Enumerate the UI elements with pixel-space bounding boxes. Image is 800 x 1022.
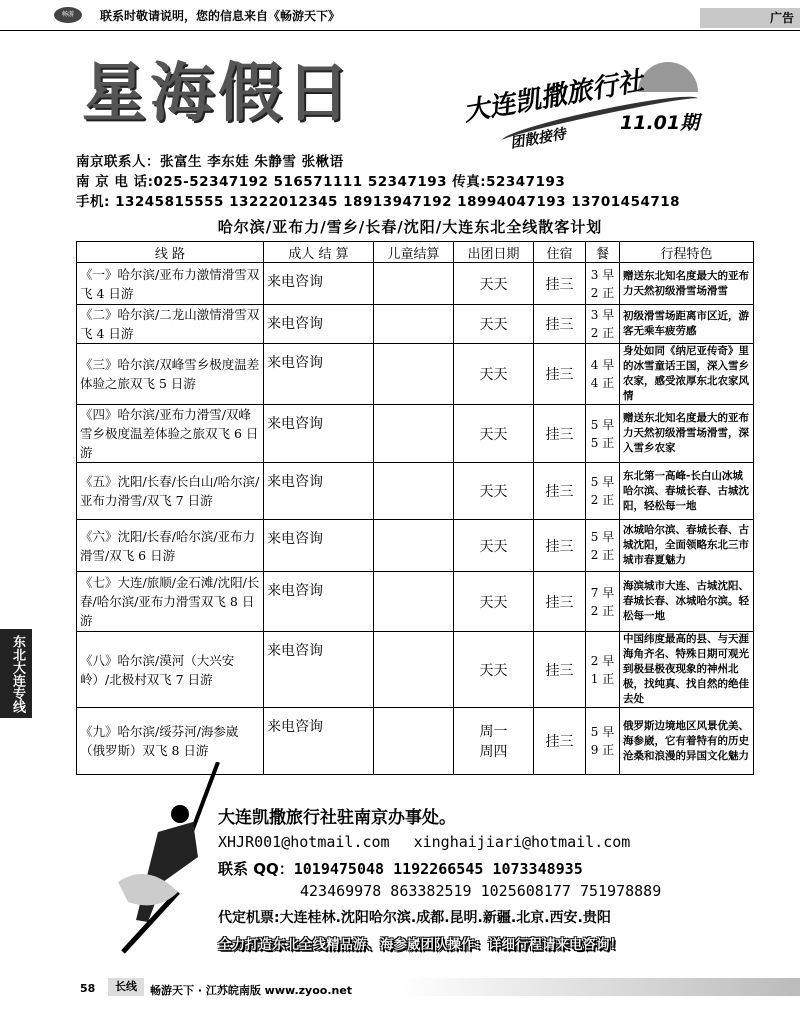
- hotel-cell: 挂三: [534, 708, 586, 775]
- adult-price-cell: 来电咨询: [264, 520, 374, 572]
- page-number: 58: [80, 982, 96, 995]
- adult-price-cell: 来电咨询: [264, 263, 374, 305]
- email-1[interactable]: XHJR001@hotmail.com: [218, 833, 390, 851]
- route-name-cell: 《四》哈尔滨/亚布力滑雪/双峰雪乡极度温差体验之旅双飞 6 日游: [77, 405, 264, 463]
- email-2[interactable]: xinghaijiari@hotmail.com: [413, 833, 631, 851]
- adult-price-cell: 来电咨询: [264, 463, 374, 520]
- departure-date-cell: 天天: [454, 572, 534, 632]
- skier-illustration: [118, 762, 228, 957]
- ad-tag: 广告: [700, 8, 800, 28]
- qq-line-2: 423469978 863382519 1025608177 751978889: [300, 882, 662, 900]
- route-name-cell: 《三》哈尔滨/双峰雪乡极度温差体验之旅双飞 5 日游: [77, 344, 264, 405]
- child-price-cell: [374, 572, 454, 632]
- contact-people: 南京联系人：张富生 李东娃 朱静雪 张楸语: [76, 154, 344, 170]
- child-price-cell: [374, 632, 454, 708]
- ticket-info: 代定机票:大连桂林.沈阳哈尔滨.成都.昆明.新疆.北京.西安.贵阳: [218, 910, 611, 926]
- route-name-cell: 《二》哈尔滨/二龙山激情滑雪双飞 4 日游: [77, 305, 264, 344]
- magazine-name: 畅游天下 · 江苏皖南版 www.zyoo.net: [150, 984, 353, 997]
- child-price-cell: [374, 708, 454, 775]
- hotel-cell: 挂三: [534, 463, 586, 520]
- hotel-cell: 挂三: [534, 305, 586, 344]
- route-name-cell: 《五》沈阳/长春/长白山/哈尔滨/亚布力滑雪/双飞 7 日游: [77, 463, 264, 520]
- departure-date-cell: 天天: [454, 405, 534, 463]
- meal-cell: 4 早 4 正: [586, 344, 620, 405]
- qq-label: [218, 858, 583, 879]
- meal-cell: 3 早 2 正: [586, 263, 620, 305]
- feature-cell: 初级滑雪场距离市区近，游客无乘车疲劳感: [620, 305, 754, 344]
- table-row: [77, 263, 754, 305]
- route-name-cell: 《九》哈尔滨/绥芬河/海参崴（俄罗斯）双飞 8 日游: [77, 708, 264, 775]
- child-price-cell: [374, 520, 454, 572]
- skier-head: [171, 805, 189, 823]
- hotel-cell: 挂三: [534, 572, 586, 632]
- adult-price-cell: 来电咨询: [264, 405, 374, 463]
- issue-number: 11.01期: [620, 112, 700, 134]
- table-row: [77, 344, 754, 405]
- brand-logo: 星海假日: [82, 56, 354, 131]
- table-row: [77, 405, 754, 463]
- feature-cell: 东北第一高峰-长白山冰城哈尔滨、春城长春、古城沈阳，轻松每一地: [620, 463, 754, 520]
- feature-cell: 中国纬度最高的县、与天涯海角齐名、特殊日期可观光到极昼极夜现象的神州北极，找纯真、找自然的绝佳去处: [620, 632, 754, 708]
- route-name-cell: 《七》大连/旅顺/金石滩/沈阳/长春/哈尔滨/亚布力滑雪双飞 8 日游: [77, 572, 264, 632]
- hotel-cell: 挂三: [534, 263, 586, 305]
- header-child: 儿童结算: [374, 242, 454, 263]
- route-table: [76, 241, 754, 775]
- hotel-cell: 挂三: [534, 520, 586, 572]
- table-row: [77, 520, 754, 572]
- qq-line-1: 1019475048 1192266545 1073348935: [293, 860, 583, 878]
- meal-cell: 5 早 9 正: [586, 708, 620, 775]
- adult-price-cell: 来电咨询: [264, 572, 374, 632]
- child-price-cell: [374, 405, 454, 463]
- child-price-cell: [374, 305, 454, 344]
- departure-date-cell: 周一 周四: [454, 708, 534, 775]
- route-name-cell: 《一》哈尔滨/亚布力激情滑雪双飞 4 日游: [77, 263, 264, 305]
- hotel-cell: 挂三: [534, 405, 586, 463]
- meal-cell: 2 早 1 正: [586, 632, 620, 708]
- office-title: 大连凯撒旅行社驻南京办事处。: [218, 808, 456, 828]
- adult-price-cell: 来电咨询: [264, 632, 374, 708]
- feature-cell: 海滨城市大连、古城沈阳、春城长春、冰城哈尔滨。轻松每一地: [620, 572, 754, 632]
- header-meal: 餐: [586, 242, 620, 263]
- adult-price-cell: 来电咨询: [264, 708, 374, 775]
- departure-date-cell: 天天: [454, 305, 534, 344]
- agency-slogan: 团散接待: [509, 126, 568, 152]
- footer-gradient: [400, 978, 800, 996]
- departure-date-cell: 天天: [454, 520, 534, 572]
- header-date: 出团日期: [454, 242, 534, 263]
- feature-cell: 身处如同《纳尼亚传奇》里的冰雪童话王国，深入雪乡农家，感受浓厚东北农家风情: [620, 344, 754, 405]
- feature-cell: 冰城哈尔滨、春城长春、古城沈阳，全面领略东北三市城市春夏魅力: [620, 520, 754, 572]
- meal-cell: 7 早 2 正: [586, 572, 620, 632]
- hotel-cell: 挂三: [534, 632, 586, 708]
- hotel-cell: 挂三: [534, 344, 586, 405]
- adult-price-cell: 来电咨询: [264, 344, 374, 405]
- meal-cell: 5 早 5 正: [586, 405, 620, 463]
- feature-cell: 赠送东北知名度最大的亚布力天然初级滑雪场滑雪: [620, 263, 754, 305]
- email-list: [218, 833, 654, 851]
- child-price-cell: [374, 263, 454, 305]
- departure-date-cell: 天天: [454, 632, 534, 708]
- child-price-cell: [374, 344, 454, 405]
- table-row: [77, 572, 754, 632]
- meal-cell: 3 早 2 正: [586, 305, 620, 344]
- contact-mobile: 手机: 13245815555 13222012345 18913947192 18994047193 13701454718: [76, 194, 681, 210]
- table-row: [77, 632, 754, 708]
- header-hotel: 住宿: [534, 242, 586, 263]
- child-price-cell: [374, 463, 454, 520]
- route-plan-title: 哈尔滨/亚布力/雪乡/长春/沈阳/大连东北全线散客计划: [217, 218, 603, 236]
- feature-cell: 俄罗斯边境地区风景优美、海参崴，它有着特有的历史沧桑和浪漫的异国文化魅力: [620, 708, 754, 775]
- departure-date-cell: 天天: [454, 263, 534, 305]
- table-header-row: [77, 242, 754, 263]
- header-line: 线 路: [77, 242, 264, 263]
- section-label: 长线: [108, 978, 144, 996]
- side-tab: 东北大连专线: [0, 629, 32, 718]
- source-notice: 联系时敬请说明，您的信息来自《畅游天下》: [100, 9, 341, 23]
- qq-label-text: 联系 QQ：: [218, 860, 294, 878]
- top-strip: [0, 0, 800, 31]
- tagline: 全力打造东北全线精品游、海参崴团队操作：详细行程请来电咨询！: [218, 937, 623, 953]
- adult-price-cell: 来电咨询: [264, 305, 374, 344]
- header-feature: 行程特色: [620, 242, 754, 263]
- route-name-cell: 《八》哈尔滨/漠河（大兴安岭）/北极村双飞 7 日游: [77, 632, 264, 708]
- meal-cell: 5 早 2 正: [586, 520, 620, 572]
- table-row: [77, 305, 754, 344]
- feature-cell: 赠送东北知名度最大的亚布力天然初级滑雪场滑雪，深入雪乡农家: [620, 405, 754, 463]
- table-row: [77, 463, 754, 520]
- departure-date-cell: 天天: [454, 463, 534, 520]
- contact-phone: 南 京 电 话:025-52347192 516571111 52347193 传真:52347193: [76, 174, 566, 190]
- meal-cell: 5 早 2 正: [586, 463, 620, 520]
- agency-name: 大连凯撒旅行社: [461, 66, 646, 128]
- departure-date-cell: 天天: [454, 344, 534, 405]
- magazine-logo: 畅游: [54, 7, 82, 23]
- footer: [0, 970, 800, 1000]
- route-name-cell: 《六》沈阳/长春/哈尔滨/亚布力滑雪/双飞 6 日游: [77, 520, 264, 572]
- header-adult: 成人 结 算: [264, 242, 374, 263]
